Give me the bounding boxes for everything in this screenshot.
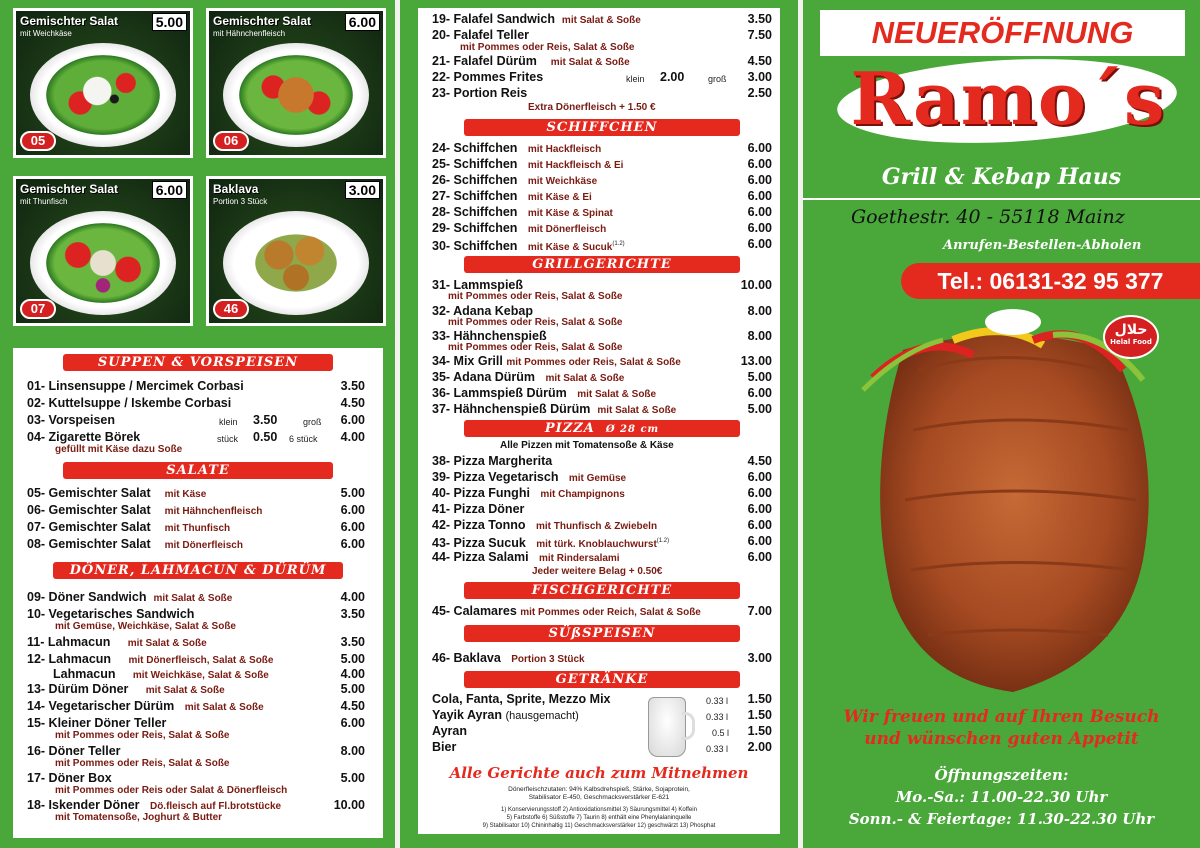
tile-number: 06 bbox=[213, 131, 249, 151]
menu-item: 43- Pizza Sucuk mit türk. Knoblauchwurst$^{(1.2)}$ bbox=[432, 536, 670, 551]
menu-item: 38- Pizza Margherita bbox=[432, 454, 553, 468]
item-price: 6.00 bbox=[747, 550, 772, 564]
item-price: 6.00 bbox=[747, 470, 772, 484]
panel-middle bbox=[400, 0, 798, 848]
tile-sub: mit Thunfisch bbox=[20, 197, 68, 206]
menu-item: 21- Falafel Dürüm mit Salat & Soße bbox=[432, 54, 630, 68]
menu-box-left bbox=[13, 348, 383, 838]
menu-item: 20- Falafel Teller bbox=[432, 28, 530, 42]
menu-item: 45- Calamares mit Pommes oder Reich, Salat & Soße bbox=[432, 604, 701, 618]
section-header-fisch: FISCHGERICHTE bbox=[464, 582, 740, 599]
menu-item: 42- Pizza Tonno mit Thunfisch & Zwiebeln bbox=[432, 518, 658, 532]
item-sub: mit Tomatensoße, Joghurt & Butter bbox=[55, 812, 223, 823]
menu-item: 15- Kleiner Döner Teller bbox=[27, 716, 167, 730]
item-price: 5.00 bbox=[340, 771, 365, 785]
pizza-note: Alle Pizzen mit Tomatensoße & Käse bbox=[500, 440, 674, 451]
item-price: 5.00 bbox=[747, 370, 772, 384]
item-price: 2.50 bbox=[747, 86, 772, 100]
hours-title: Öffnungszeiten: bbox=[934, 766, 1069, 784]
ayran-glass-icon bbox=[648, 697, 686, 757]
panel-left bbox=[0, 0, 395, 848]
menu-item: 46- Baklava Portion 3 Stück bbox=[432, 651, 585, 665]
section-header-suess: SÜßSPEISEN bbox=[464, 625, 740, 642]
item-sub: mit Pommes oder Reis, Salat & Soße bbox=[460, 42, 635, 53]
menu-item: Lahmacun mit Weichkäse, Salat & Soße bbox=[53, 667, 269, 681]
menu-item: 26- Schiffchen mit Weichkäse bbox=[432, 173, 598, 187]
item-price: 1.50 bbox=[747, 708, 772, 722]
item-price: 3.50 bbox=[340, 607, 365, 621]
menu-item: 35- Adana Dürüm mit Salat & Soße bbox=[432, 370, 625, 384]
menu-box-middle bbox=[418, 8, 780, 834]
item-price: 4.00 bbox=[340, 667, 365, 681]
menu-item: 12- Lahmacun mit Dönerfleisch, Salat & Soße bbox=[27, 652, 274, 666]
extra-note: Extra Dönerfleisch + 1.50 € bbox=[528, 102, 656, 113]
size-label: groß bbox=[303, 417, 322, 427]
section-header-schiffchen: SCHIFFCHEN bbox=[464, 119, 740, 136]
item-price: 3.00 bbox=[747, 651, 772, 665]
item-price: 6.00 bbox=[747, 221, 772, 235]
item-price: 4.50 bbox=[747, 454, 772, 468]
divider bbox=[803, 198, 1200, 200]
item-price: 8.00 bbox=[747, 329, 772, 343]
menu-item: 11- Lahmacun mit Salat & Soße bbox=[27, 635, 207, 649]
menu-item: 28- Schiffchen mit Käse & Spinat bbox=[432, 205, 613, 219]
tile-number: 46 bbox=[213, 299, 249, 319]
tile-name: Gemischter Salat bbox=[20, 14, 119, 28]
ingredients-note: Dönerfleischzutaten: 94% Kalbsdrehspieß, Stärke, Sojaprotein, Stabilisator E-450, Geschmacksverstärker E-621 bbox=[508, 786, 690, 801]
item-price: 5.00 bbox=[340, 486, 365, 500]
tile-number: 05 bbox=[20, 131, 56, 151]
section-header-pizza: PIZZA Ø 28 cm bbox=[464, 420, 740, 437]
item-price: 8.00 bbox=[747, 304, 772, 318]
photo-tile-salad-06 bbox=[206, 8, 386, 158]
item-price: 10.00 bbox=[740, 278, 772, 292]
volume: 0.5 l bbox=[712, 728, 730, 738]
size-label: stück bbox=[217, 434, 239, 444]
menu-item: 29- Schiffchen mit Dönerfleisch bbox=[432, 221, 607, 235]
menu-item: 18- Iskender Döner Dö.fleisch auf Fl.brotstücke bbox=[27, 798, 282, 812]
menu-item: 23- Portion Reis bbox=[432, 86, 528, 100]
tile-name: Gemischter Salat bbox=[20, 182, 119, 196]
item-price: 3.00 bbox=[747, 70, 772, 84]
menu-item: 10- Vegetarisches Sandwich bbox=[27, 607, 195, 621]
small-price: 2.00 bbox=[660, 70, 685, 84]
item-price: 1.50 bbox=[747, 724, 772, 738]
menu-item: 14- Vegetarischer Dürüm mit Salat & Soße bbox=[27, 699, 264, 713]
section-header-salate: SALATE bbox=[63, 462, 333, 479]
item-price: 6.00 bbox=[747, 237, 772, 251]
item-sub: gefüllt mit Käse dazu Soße bbox=[55, 444, 183, 455]
volume: 0.33 l bbox=[706, 744, 729, 754]
item-price: 6.00 bbox=[340, 716, 365, 730]
tile-sub: mit Weichkäse bbox=[20, 29, 72, 38]
item-price: 6.00 bbox=[747, 518, 772, 532]
menu-item: 27- Schiffchen mit Käse & Ei bbox=[432, 189, 592, 203]
menu-item: Cola, Fanta, Sprite, Mezzo Mix bbox=[432, 692, 611, 706]
item-price: 6.00 bbox=[340, 520, 365, 534]
item-sub: mit Pommes oder Reis, Salat & Soße bbox=[55, 758, 230, 769]
item-price: 5.00 bbox=[747, 402, 772, 416]
small-price: 3.50 bbox=[253, 413, 278, 427]
halal-badge: حلال Helal Food bbox=[1103, 315, 1159, 359]
menu-item: 32- Adana Kebap bbox=[432, 304, 533, 318]
item-price: 4.00 bbox=[340, 590, 365, 604]
tile-name: Gemischter Salat bbox=[213, 14, 312, 28]
doner-kebab-image bbox=[843, 300, 1173, 700]
menu-item: 01- Linsensuppe / Mercimek Corbasi bbox=[27, 379, 244, 393]
tile-name: Baklava bbox=[213, 182, 259, 196]
menu-item: 05- Gemischter Salat mit Käse bbox=[27, 486, 207, 500]
item-price: 4.00 bbox=[340, 430, 365, 444]
menu-item: 39- Pizza Vegetarisch mit Gemüse bbox=[432, 470, 627, 484]
size-label: groß bbox=[708, 74, 727, 84]
tile-number: 07 bbox=[20, 299, 56, 319]
menu-item: 22- Pommes Frites bbox=[432, 70, 544, 84]
item-price: 3.50 bbox=[747, 12, 772, 26]
welcome-message: Wir freuen und auf Ihren Besuch und wünschen guten Appetit bbox=[843, 707, 1160, 749]
menu-item: Ayran bbox=[432, 724, 467, 738]
menu-item: 13- Dürüm Döner mit Salat & Soße bbox=[27, 682, 225, 696]
menu-item: 30- Schiffchen mit Käse & Sucuk$^{(1.2)}$ bbox=[432, 239, 625, 254]
menu-item: 37- Hähnchenspieß Dürüm mit Salat & Soße bbox=[432, 402, 677, 416]
tagline: Grill & Kebap Haus bbox=[881, 164, 1122, 190]
item-price: 2.00 bbox=[747, 740, 772, 754]
menu-item: 34- Mix Grill mit Pommes oder Reis, Salat & Soße bbox=[432, 354, 681, 368]
item-price: 7.50 bbox=[747, 28, 772, 42]
photo-tile-baklava-46 bbox=[206, 176, 386, 326]
menu-item: 16- Döner Teller bbox=[27, 744, 121, 758]
volume: 0.33 l bbox=[706, 696, 729, 706]
menu-item: 33- Hähnchenspieß bbox=[432, 329, 547, 343]
section-header-grill: GRILLGERICHTE bbox=[464, 256, 740, 273]
item-price: 6.00 bbox=[747, 502, 772, 516]
menu-item: 40- Pizza Funghi mit Champignons bbox=[432, 486, 625, 500]
additives-list: 1) Konservierungsstoff 2) Antioxidationsmittel 3) Säurungsmittel 4) Koffein 5) Farbstoffe 6) Süßstoffe 7) Taurin 8) enthält eine Phenylalaninquelle 9) Stabilisator 10) Chininhaltig 11) Geschmacksverstärker 12) geschwärzt 13) Phosphat bbox=[482, 807, 716, 829]
item-price: 3.50 bbox=[340, 635, 365, 649]
tile-price: 6.00 bbox=[152, 181, 187, 199]
photo-tile-salad-05 bbox=[13, 8, 193, 158]
item-price: 6.00 bbox=[747, 534, 772, 548]
item-price: 4.50 bbox=[340, 396, 365, 410]
section-header-getraenke: GETRÄNKE bbox=[464, 671, 740, 688]
item-price: 6.00 bbox=[340, 413, 365, 427]
menu-item: 17- Döner Box bbox=[27, 771, 112, 785]
brand-logo: Ramo´s bbox=[850, 56, 1166, 141]
menu-item: 08- Gemischter Salat mit Dönerfleisch bbox=[27, 537, 243, 551]
menu-item: 07- Gemischter Salat mit Thunfisch bbox=[27, 520, 231, 534]
item-price: 6.00 bbox=[747, 157, 772, 171]
item-price: 6.00 bbox=[340, 537, 365, 551]
item-sub: mit Pommes oder Reis, Salat & Soße bbox=[448, 342, 623, 353]
menu-item: 06- Gemischter Salat mit Hähnchenfleisch bbox=[27, 503, 263, 517]
item-price: 6.00 bbox=[747, 386, 772, 400]
item-price: 3.50 bbox=[340, 379, 365, 393]
menu-item: 09- Döner Sandwich mit Salat & Soße bbox=[27, 590, 233, 604]
item-price: 6.00 bbox=[340, 503, 365, 517]
photo-tile-salad-07 bbox=[13, 176, 193, 326]
menu-item: 19- Falafel Sandwich mit Salat & Soße bbox=[432, 12, 641, 26]
item-sub: mit Pommes oder Reis, Salat & Soße bbox=[448, 317, 623, 328]
item-price: 1.50 bbox=[747, 692, 772, 706]
item-price: 4.50 bbox=[747, 54, 772, 68]
menu-item: 04- Zigarette Börek bbox=[27, 430, 141, 444]
phone-number[interactable]: Tel.: 06131-32 95 377 bbox=[901, 263, 1200, 299]
takeaway-note: Alle Gerichte auch zum Mitnehmen bbox=[449, 764, 749, 782]
menu-item: 25- Schiffchen mit Hackfleisch & Ei bbox=[432, 157, 624, 171]
item-price: 4.50 bbox=[340, 699, 365, 713]
size-label: klein bbox=[626, 74, 645, 84]
small-price: 0.50 bbox=[253, 430, 278, 444]
item-price: 8.00 bbox=[340, 744, 365, 758]
item-price: 6.00 bbox=[747, 189, 772, 203]
menu-item: 44- Pizza Salami mit Rindersalami bbox=[432, 550, 620, 564]
volume: 0.33 l bbox=[706, 712, 729, 722]
item-sub: mit Pommes oder Reis, Salat & Soße bbox=[55, 730, 230, 741]
new-opening-banner: NEUERÖFFNUNG bbox=[820, 10, 1185, 56]
menu-item: 36- Lammspieß Dürüm mit Salat & Soße bbox=[432, 386, 657, 400]
tile-sub: Portion 3 Stück bbox=[213, 197, 268, 206]
tile-sub: mit Hähnchenfleisch bbox=[213, 29, 286, 38]
item-price: 7.00 bbox=[747, 604, 772, 618]
size-label: klein bbox=[219, 417, 238, 427]
extra-note: Jeder weitere Belag + 0.50€ bbox=[532, 566, 663, 577]
menu-item: 31- Lammspieß bbox=[432, 278, 524, 292]
menu-item: 02- Kuttelsuppe / Iskembe Corbasi bbox=[27, 396, 232, 410]
item-sub: mit Gemüse, Weichkäse, Salat & Soße bbox=[55, 621, 236, 632]
item-price: 6.00 bbox=[747, 141, 772, 155]
item-price: 6.00 bbox=[747, 205, 772, 219]
item-sub: mit Pommes oder Reis, Salat & Soße bbox=[448, 291, 623, 302]
hours-weekdays: Mo.-Sa.: 11.00-22.30 Uhr bbox=[895, 788, 1108, 806]
item-price: 5.00 bbox=[340, 682, 365, 696]
hours-holidays: Sonn.- & Feiertage: 11.30-22.30 Uhr bbox=[848, 810, 1155, 828]
menu-item: Yayik Ayran (hausgemacht) bbox=[432, 708, 579, 722]
menu-item: Bier bbox=[432, 740, 457, 754]
size-label: 6 stück bbox=[289, 434, 318, 444]
menu-item: 03- Vorspeisen bbox=[27, 413, 116, 427]
item-price: 6.00 bbox=[747, 486, 772, 500]
menu-item: 24- Schiffchen mit Hackfleisch bbox=[432, 141, 602, 155]
item-price: 10.00 bbox=[333, 798, 365, 812]
order-note: Anrufen-Bestellen-Abholen bbox=[943, 238, 1142, 253]
item-sub: mit Pommes oder Reis oder Salat & Dönerfleisch bbox=[55, 785, 288, 796]
tile-price: 6.00 bbox=[345, 13, 380, 31]
section-header-suppen: SUPPEN & VORSPEISEN bbox=[63, 354, 333, 371]
tile-price: 5.00 bbox=[152, 13, 187, 31]
item-price: 13.00 bbox=[740, 354, 772, 368]
menu-item: 41- Pizza Döner bbox=[432, 502, 525, 516]
tile-price: 3.00 bbox=[345, 181, 380, 199]
panel-right bbox=[803, 0, 1200, 848]
item-price: 6.00 bbox=[747, 173, 772, 187]
address: Goethestr. 40 - 55118 Mainz bbox=[851, 206, 1125, 228]
item-price: 5.00 bbox=[340, 652, 365, 666]
section-header-doener: DÖNER, LAHMACUN & DÜRÜM bbox=[53, 562, 343, 579]
